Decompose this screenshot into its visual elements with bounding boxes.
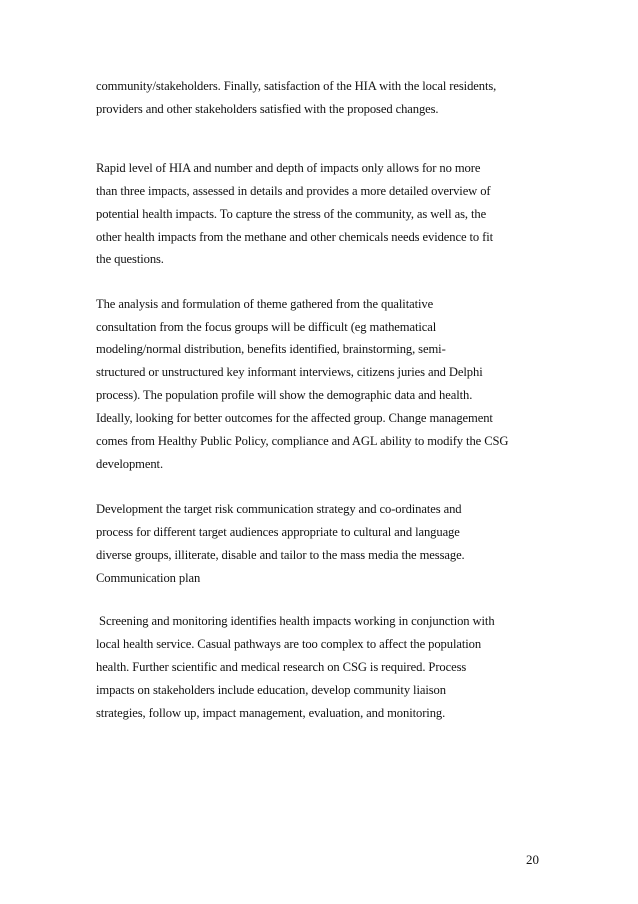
paragraph-3-line-2: consultation from the focus groups will be difficult (eg mathematical: [96, 320, 437, 334]
paragraph-4-line-1: Development the target risk communication strategy and co-ordinates and: [96, 502, 462, 516]
paragraph-2-line-3: potential health impacts. To capture the stress of the community, as well as, the: [96, 207, 487, 221]
paragraph-3-line-7: comes from Healthy Public Policy, compliance and AGL ability to modify the CSG: [96, 434, 509, 448]
paragraph-3-line-5: process). The population profile will show the demographic data and health.: [96, 388, 473, 402]
paragraph-3-line-1: The analysis and formulation of theme gathered from the qualitative: [96, 297, 434, 311]
paragraph-5-line-2: local health service. Casual pathways are too complex to affect the population: [96, 637, 482, 651]
paragraph-2-line-1: Rapid level of HIA and number and depth of impacts only allows for no more: [96, 161, 481, 175]
page-number: 20: [526, 852, 539, 867]
paragraph-2-line-5: the questions.: [96, 252, 164, 266]
paragraph-4-line-2: process for different target audiences appropriate to cultural and language: [96, 525, 460, 539]
paragraph-4-line-4: Communication plan: [96, 571, 201, 585]
paragraph-5-line-3: health. Further scientific and medical research on CSG is required. Process: [96, 660, 467, 674]
paragraph-5-line-5: strategies, follow up, impact management, evaluation, and monitoring.: [96, 706, 446, 720]
paragraph-3-line-6: Ideally, looking for better outcomes for the affected group. Change management: [96, 411, 493, 425]
paragraph-2-line-2: than three impacts, assessed in details and provides a more detailed overview of: [96, 184, 491, 198]
paragraph-1-line-1: community/stakeholders. Finally, satisfaction of the HIA with the local residents,: [96, 79, 497, 93]
paragraph-3-line-8: development.: [96, 457, 163, 471]
paragraph-5-line-1: Screening and monitoring identifies health impacts working in conjunction with: [96, 614, 495, 628]
paragraph-5-line-4: impacts on stakeholders include education, develop community liaison: [96, 683, 446, 697]
paragraph-4-line-3: diverse groups, illiterate, disable and tailor to the mass media the message.: [96, 548, 465, 562]
paragraph-3-line-4: structured or unstructured key informant interviews, citizens juries and Delphi: [96, 365, 483, 379]
paragraph-1-line-2: providers and other stakeholders satisfied with the proposed changes.: [96, 102, 439, 116]
paragraph-3-line-3: modeling/normal distribution, benefits identified, brainstorming, semi-: [96, 342, 446, 356]
paragraph-2-line-4: other health impacts from the methane and other chemicals needs evidence to fit: [96, 230, 494, 244]
